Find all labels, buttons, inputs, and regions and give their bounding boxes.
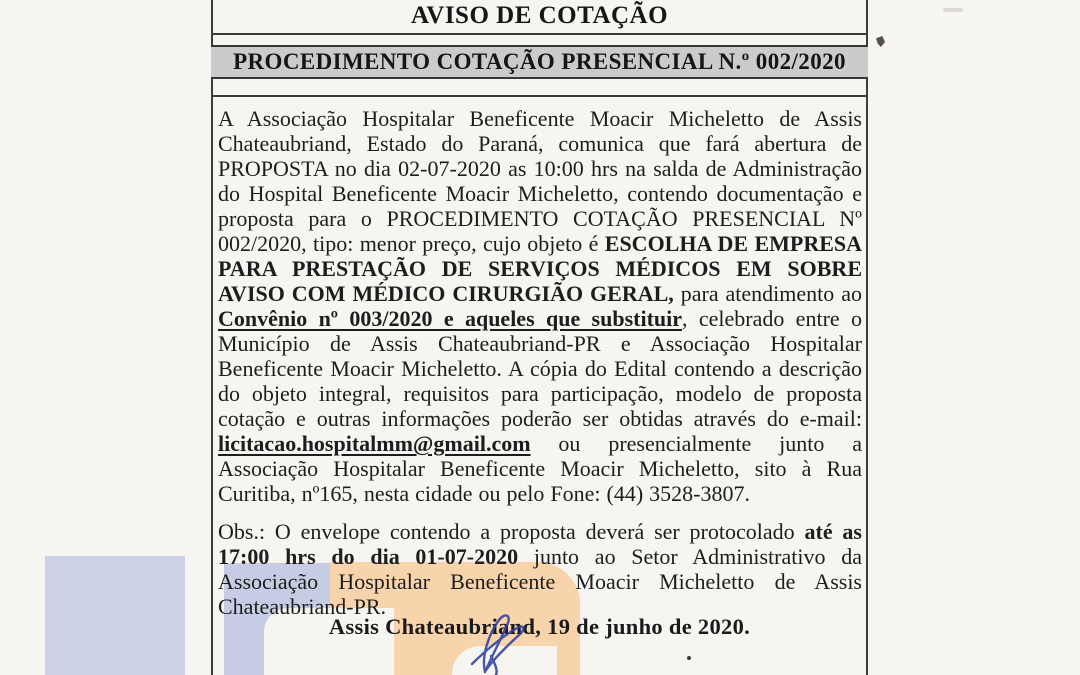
body-text-segment: ou presencialmente junto a Associação Hospitalar Beneficente Moacir Micheletto, sito à Rua Curitiba, nº165, nesta cidade ou pelo Fone: (44) 3528-3807. [218, 431, 862, 506]
scan-smudge [943, 8, 963, 12]
main-paragraph [218, 106, 862, 506]
scan-speck [687, 656, 691, 660]
body-box-top-border [211, 95, 868, 97]
page-title: AVISO DE COTAÇÃO [410, 2, 669, 29]
procedure-title-bar: PROCEDIMENTO COTAÇÃO PRESENCIAL N.º 002/2020 [211, 45, 868, 79]
body-text-segment: junto ao Setor Administrativo da Associação Hospitalar Beneficente Moacir Micheletto de Assis Chateaubriand-PR. [218, 544, 862, 619]
document-border-left [211, 0, 213, 675]
obs-paragraph [218, 519, 862, 619]
convenio-underlined-segment: Convênio nº 003/2020 e aqueles que substituir [218, 306, 683, 331]
watermark-left-rectangle [45, 556, 185, 675]
object-bold-segment: ESCOLHA DE EMPRESA PARA PRESTAÇÃO DE SERVIÇOS MÉDICOS EM SOBRE AVISO COM MÉDICO CIRURGIÃO GERAL, [218, 231, 863, 306]
document-border-right [866, 0, 868, 675]
deadline-bold-segment: até as 17:00 hrs do dia 01-07-2020 [218, 519, 862, 569]
signature-scribble [455, 608, 545, 675]
scan-speck [876, 36, 885, 47]
body-text-segment: Obs.: O envelope contendo a proposta deverá ser protocolado [218, 519, 805, 544]
body-text-segment: para atendimento ao [673, 281, 862, 306]
email-text: licitacao.hospitalmm@gmail.com [218, 431, 531, 456]
title-box-bottom-border [211, 33, 868, 35]
document-body [218, 106, 862, 619]
body-text-segment: A Associação Hospitalar Beneficente Moacir Micheletto de Assis Chateaubriand, Estado do Paraná, comunica que fará abertura de PROPOSTA no dia 02-07-2020 as 10:00 hrs na salda de Administração do Hospital Beneficente Moacir Micheletto, contendo documentação e proposta para o PROCEDIMENTO COTAÇÃO PRESENCIAL Nº 002/2020, tipo: menor preço, cujo objeto é [218, 106, 862, 256]
body-text-segment: , celebrado entre o Município de Assis Chateaubriand-PR e Associação Hospitalar Beneficente Moacir Micheletto. A cópia do Edital contendo a descrição do objeto integral, requisitos para participação, modelo de proposta cotação e outras informações poderão ser obtidas através do e-mail: [218, 306, 862, 431]
date-line: Assis Chateaubriand, 19 de junho de 2020. [328, 614, 751, 639]
